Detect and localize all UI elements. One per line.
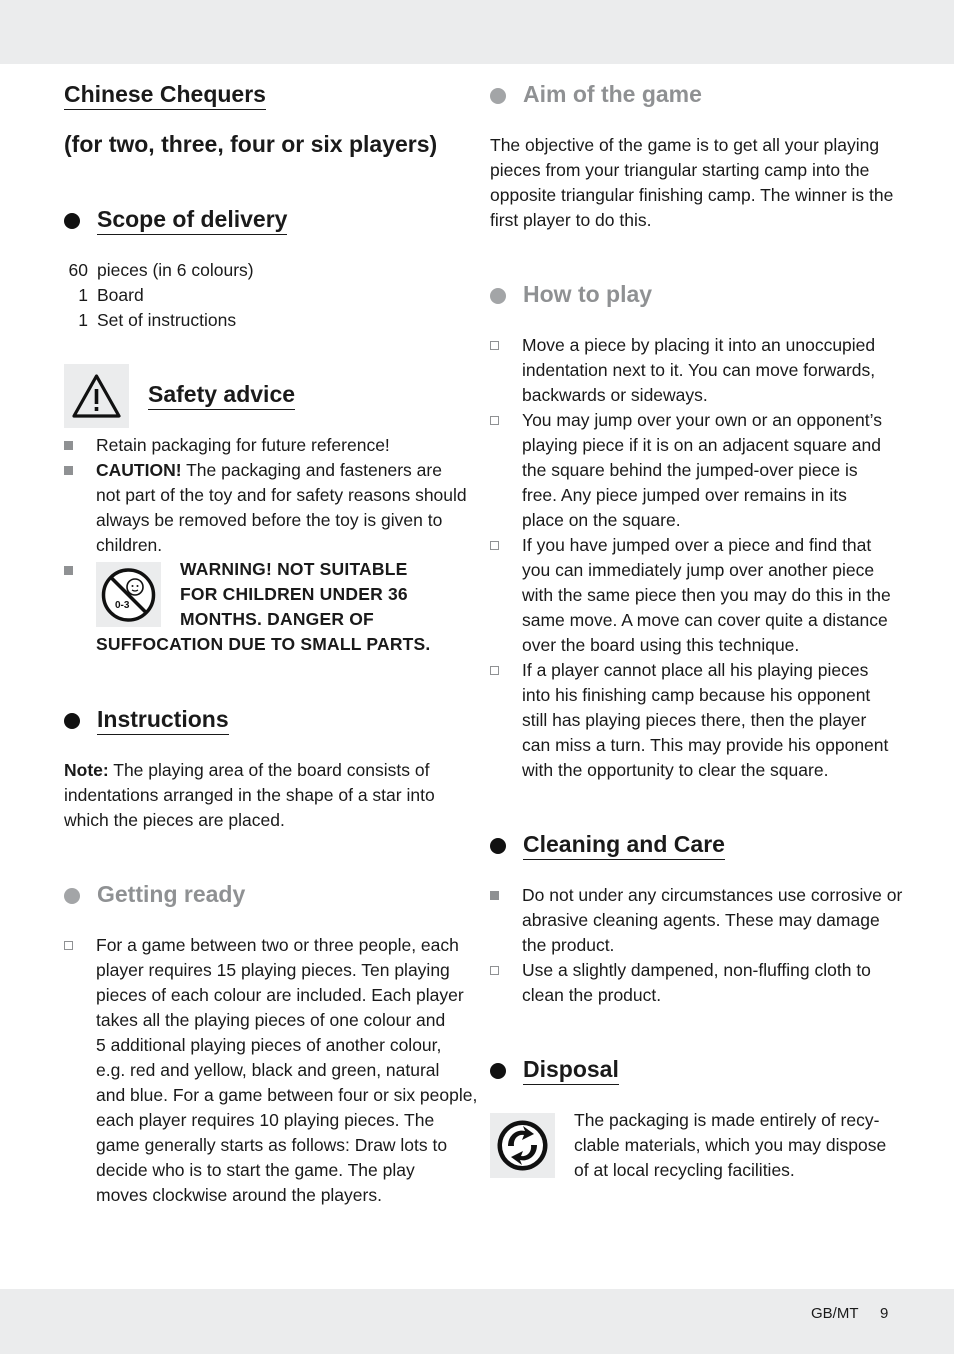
section-disposal-title: Disposal — [523, 1054, 619, 1085]
list-item: Move a piece by placing it into an unoccupied indentation next to it. You can move forwards, backwards or sideways. — [522, 333, 891, 408]
scope-text: Set of instructions — [97, 310, 237, 330]
note-label: Note: — [64, 760, 109, 780]
warning-text: SUFFOCATION DUE TO SMALL PARTS. — [96, 634, 431, 654]
not-suitable-0-3-icon — [96, 562, 161, 627]
instructions-note: Note: The playing area of the board consists of indentations arranged in the shape of a star into which the pieces are placed. — [64, 760, 435, 830]
page-title: Chinese Chequers — [64, 79, 266, 110]
bullet-dot-icon — [64, 213, 80, 229]
list-item: Retain packaging for future reference! — [96, 433, 467, 458]
list-item: CAUTION! The packaging and fasteners are not part of the toy and for safety reasons should always be removed before the toy is given to children. — [96, 458, 467, 558]
section-getting-ready-title: Getting ready — [97, 881, 246, 907]
checkbox-bullet-icon — [490, 541, 499, 550]
section-cleaning-title: Cleaning and Care — [523, 829, 725, 860]
bullet-dot-icon — [490, 88, 506, 104]
warning-triangle-icon — [64, 364, 129, 428]
how-to-play-list — [522, 333, 891, 783]
scope-item — [64, 308, 237, 333]
bullet-dot-icon — [490, 288, 506, 304]
bullet-dot-icon — [490, 838, 506, 854]
list-item: If a player cannot place all his playing pieces into his finishing camp because his opponent still has playing pieces there, then the player can miss a turn. This may provide his opponent with the opportunity to clear the square. — [522, 658, 891, 783]
list-item: Do not under any circumstances use corrosive or abrasive cleaning agents. These may damage the product. — [522, 883, 902, 958]
section-aim-title: Aim of the game — [523, 81, 702, 107]
scope-qty: 1 — [78, 285, 88, 305]
scope-qty: 1 — [78, 310, 88, 330]
scope-item — [64, 283, 144, 308]
top-margin-band — [0, 0, 954, 64]
bullet-dot-icon — [64, 888, 80, 904]
cleaning-list — [522, 883, 902, 1008]
green-dot-recycling-icon — [490, 1113, 555, 1178]
section-how-to-play-title: How to play — [523, 281, 653, 307]
warning-text: MONTHS. DANGER OF — [180, 609, 374, 629]
footer-locale: GB/MT — [811, 1305, 859, 1322]
aim-paragraph: The objective of the game is to get all your playing pieces from your triangular starting camp into the opposite triangular finishing camp. The winner is the first player to do this. — [490, 135, 894, 230]
checkbox-bullet-icon — [64, 941, 73, 950]
warning-text: WARNING! NOT SUITABLE — [180, 559, 408, 579]
checkbox-bullet-icon — [490, 341, 499, 350]
caution-label: CAUTION! — [96, 460, 182, 480]
scope-qty: 60 — [68, 260, 88, 280]
page-number: 9 — [880, 1305, 889, 1322]
square-bullet-icon — [64, 441, 73, 450]
square-bullet-icon — [490, 891, 499, 900]
list-item: If you have jumped over a piece and find that you can immediately jump over another piece with the same piece then you may do this in the same move. A move can cover quite a distance over the board using this technique. — [522, 533, 891, 658]
section-safety-title: Safety advice — [148, 379, 295, 410]
bullet-dot-icon — [64, 713, 80, 729]
safety-list — [96, 433, 467, 558]
checkbox-bullet-icon — [490, 966, 499, 975]
bullet-dot-icon — [490, 1063, 506, 1079]
scope-item — [64, 258, 254, 283]
page-subtitle: (for two, three, four or six players) — [64, 131, 438, 157]
disposal-paragraph: The packaging is made entirely of recy- clable materials, which you may dispose of at local recycling facilities. — [574, 1110, 887, 1180]
section-scope-title: Scope of delivery — [97, 204, 287, 235]
list-item: Use a slightly dampened, non-fluffing cloth to clean the product. — [522, 958, 902, 1008]
checkbox-bullet-icon — [490, 666, 499, 675]
warning-text: FOR CHILDREN UNDER 36 — [180, 584, 408, 604]
scope-text: Board — [97, 285, 144, 305]
checkbox-bullet-icon — [490, 416, 499, 425]
list-item: You may jump over your own or an opponent’s playing piece if it is on an adjacent square and the square behind the jumped-over piece is free. Any piece jumped over remains in its place on the square. — [522, 408, 891, 533]
square-bullet-icon — [64, 566, 73, 575]
scope-text: pieces (in 6 colours) — [97, 260, 254, 280]
square-bullet-icon — [64, 466, 73, 475]
getting-ready-list — [96, 933, 477, 1208]
age-label: 0-3 — [115, 600, 130, 611]
section-instructions-title: Instructions — [97, 704, 229, 735]
list-item: For a game between two or three people, each player requires 15 playing pieces. Ten playing pieces of each colour are included. Each player takes all the playing pieces of one colour and 5 additional playing pieces of another colour, e.g. red and yellow, black and green, natural and blue. For a game between four or six people, each player requires 10 playing pieces. The game generally starts as follows: Draw lots to decide who is to start the game. The play moves clockwise around the players. — [96, 933, 477, 1208]
